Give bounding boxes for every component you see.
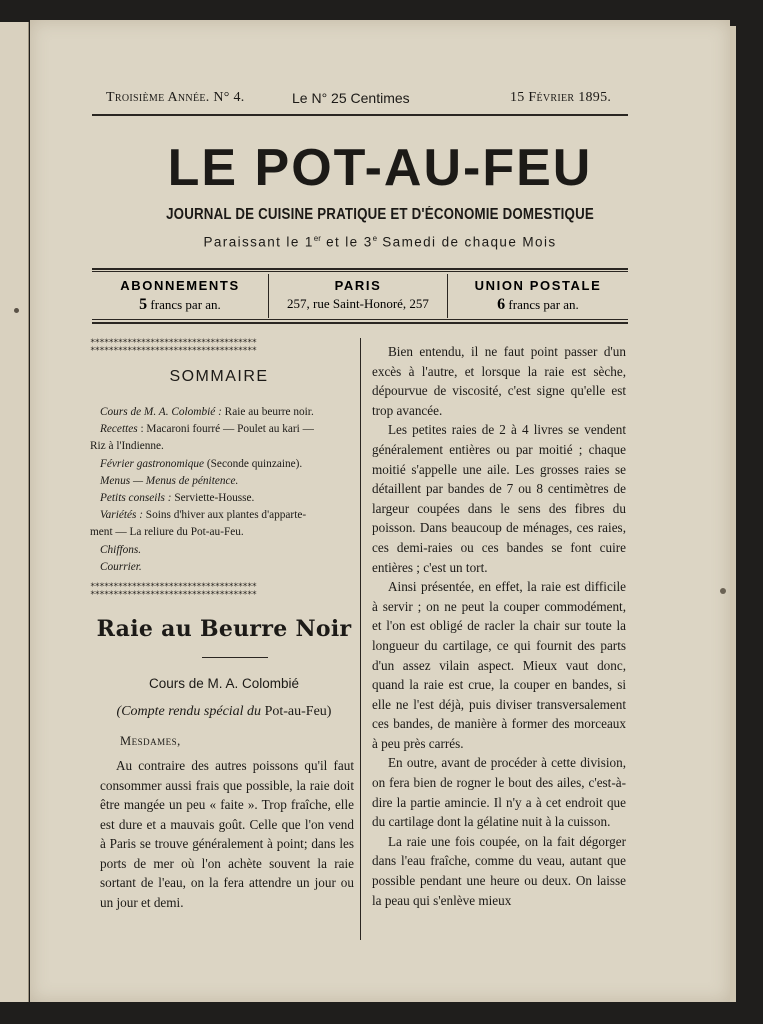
- sommaire-line: Riz à l'Indienne.: [90, 440, 164, 453]
- binding-mark: [14, 308, 19, 313]
- paper-spot: [720, 588, 726, 594]
- sommaire-line: Menus — Menus de pénitence.: [100, 474, 239, 487]
- issue-price: Le N° 25 Centimes: [292, 90, 410, 106]
- abonnements-cell: [92, 272, 268, 318]
- masthead-subtitle: JOURNAL DE CUISINE PRATIQUE ET D'ÉCONOMIE DOMESTIQUE: [166, 206, 594, 223]
- subscription-box: [92, 272, 628, 318]
- box-bottom-rule: [92, 319, 628, 320]
- column-divider: [360, 338, 361, 940]
- article-source: (Compte rendu spécial du Pot-au-Feu): [116, 704, 332, 719]
- article-left-text: [100, 756, 354, 912]
- paris-label: PARIS: [334, 278, 382, 293]
- paragraph: La raie une fois coupée, on la fait dégorger dans l'eau fraîche, comme du veau, autant que possible pendant une heure ou deux. On laisse la peau qui s'enlève mieux: [372, 833, 626, 908]
- title-rule: [202, 657, 268, 658]
- newspaper-page: [30, 20, 730, 1002]
- publication-schedule: Paraissant le 1er et le 3e Samedi de chaque Mois: [203, 234, 557, 250]
- star-separator: ************************************: [90, 338, 257, 348]
- sommaire-line: ment — La reliure du Pot-au-Feu.: [90, 526, 244, 539]
- paragraph: Au contraire des autres poissons qu'il faut consommer aussi frais que possible, la raie doit être mangée un peu « faite ». Trop fraîche, elle est dure et a mauvais goût. Celle que l'on vend à Paris se trouve généralement à point; dans les ports de mer où l'on achète souvent la raie sortant de l'eau, on la fera attendre un jour ou un jour et demi.: [100, 758, 354, 910]
- sommaire-line: Février gastronomique (Seconde quinzaine).: [100, 457, 303, 470]
- paris-address: 257, rue Saint-Honoré, 257: [287, 296, 429, 311]
- left-page-edge: [0, 22, 29, 1002]
- abonnements-price: 5 francs par an.: [139, 296, 221, 313]
- header-rule: [92, 114, 628, 116]
- article-title: Raie au Beurre Noir: [96, 616, 352, 642]
- issue-number: Troisième Année. N° 4.: [106, 90, 245, 105]
- box-top-rule: [92, 268, 628, 270]
- article-right-text: [372, 342, 626, 910]
- star-separator: ************************************: [90, 346, 257, 356]
- sommaire-line: Petits conseils : Serviette-Housse.: [100, 492, 255, 505]
- sommaire-line: Cours de M. A. Colombié : Raie au beurre noir.: [100, 406, 314, 418]
- salutation: Mesdames,: [120, 734, 181, 748]
- paragraph: Ainsi présentée, en effet, la raie est difficile à servir ; on ne peut la couper commodément, et l'on est obligé de racler la chair sur toute la longueur du cartilage, ce qui fournit des parts d'un assez vilain aspect. Mieux vaut donc, quand la raie est crue, la couper en bandes, si elle ne l'est déjà, puis diviser transversalement ces bandes, de manière à former des morceaux à peu près carrés.: [372, 579, 626, 751]
- sommaire-line: Recettes : Macaroni fourré — Poulet au kari —: [100, 423, 314, 436]
- sommaire-line: Courrier.: [100, 560, 142, 573]
- paragraph: En outre, avant de procéder à cette division, on fera bien de rogner le bout des ailes, c'est-à-dire la partie amincie. Il n'y a à cet endroit que du cartilage dont la gélatine nuit à la cuisson.: [372, 755, 626, 830]
- article-byline: Cours de M. A. Colombié: [148, 676, 300, 691]
- paragraph: Bien entendu, il ne faut point passer d'un excès à l'autre, et lorsque la raie est sèche, dépourvue de viscosité, c'est signe qu'elle est trop avancée.: [372, 344, 626, 418]
- sommaire-line: Variétés : Soins d'hiver aux plantes d'apparte-: [100, 509, 307, 522]
- box-bottom-rule-2: [92, 322, 628, 324]
- star-separator: ************************************: [90, 582, 257, 592]
- union-label: UNION POSTALE: [474, 278, 602, 293]
- paragraph: Les petites raies de 2 à 4 livres se vendent généralement entières ou par moitié ; chaque moitié s'appelle une aile. Les grosses raies se détaillent par bandes de 7 ou 8 centimètres de largeur coupées dans le sens des fibres du poisson. Dans beaucoup de ménages, ces raies, ces demi-raies ou ces bandes se font cuire entières ; c'est un tort.: [372, 422, 626, 575]
- sommaire-title: SOMMAIRE: [169, 368, 269, 385]
- abonnements-label: ABONNEMENTS: [120, 278, 240, 293]
- union-cell: [448, 272, 628, 318]
- sommaire-line: Chiffons.: [100, 543, 142, 556]
- issue-date: 15 Février 1895.: [510, 90, 612, 105]
- union-price: 6 francs par an.: [497, 296, 579, 313]
- paris-cell: [269, 272, 447, 318]
- star-separator: ************************************: [90, 590, 257, 600]
- masthead-title: LE POT-AU-FEU: [167, 139, 593, 197]
- sommaire-list: [90, 404, 354, 576]
